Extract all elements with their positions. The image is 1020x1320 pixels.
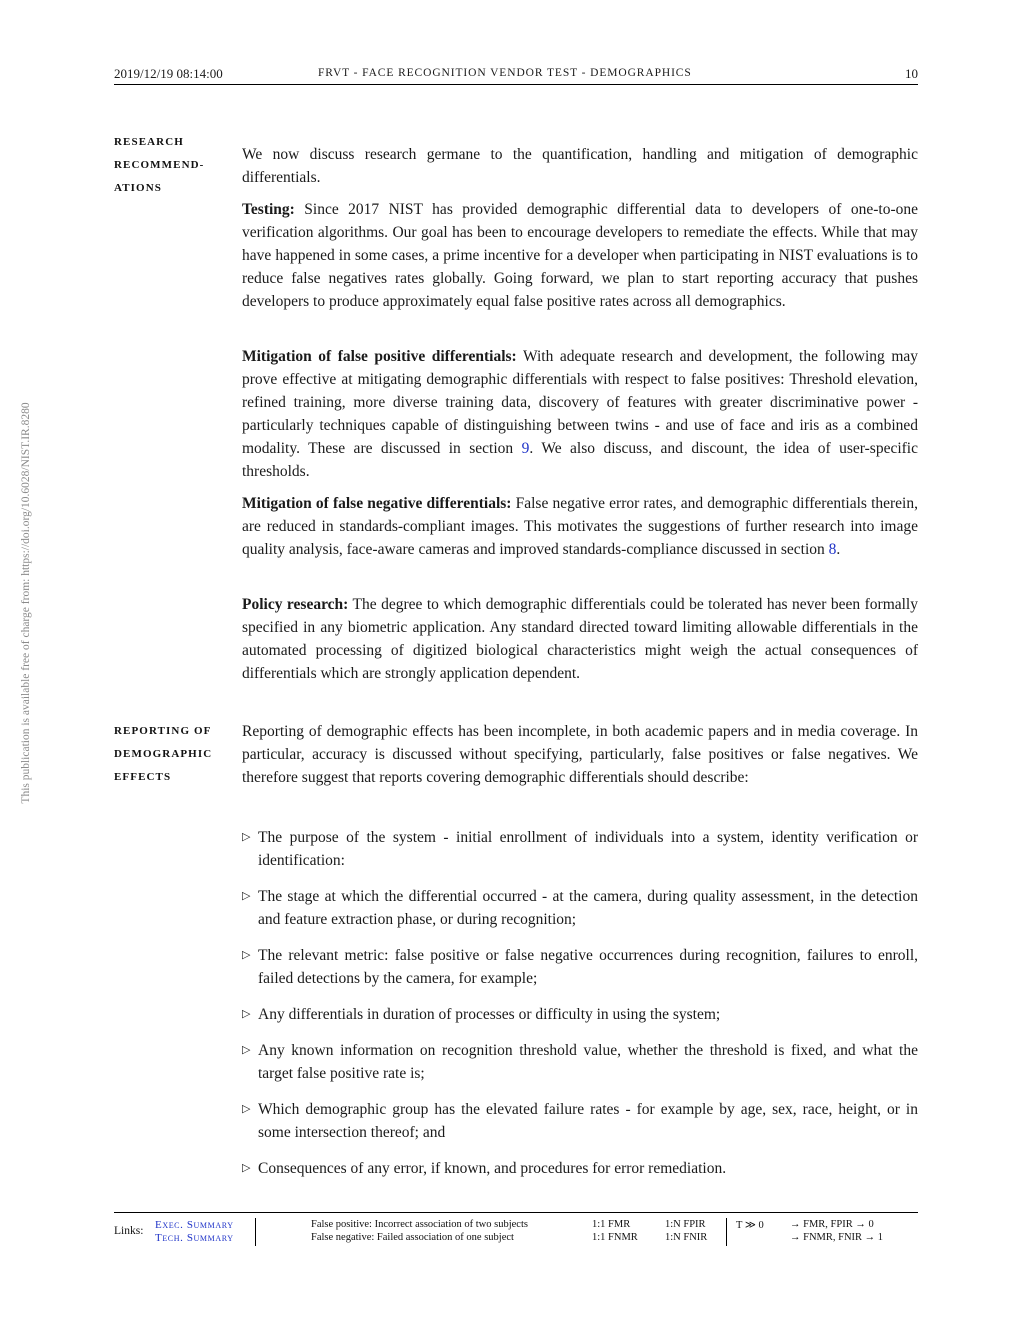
triangle-bullet-icon: ▷ [242, 831, 251, 843]
section-8-link[interactable]: 8 [828, 541, 837, 558]
tech-summary-link[interactable]: Tech. Summary [155, 1232, 234, 1244]
triangle-bullet-icon: ▷ [242, 949, 251, 961]
list-item [242, 1098, 918, 1144]
fpir-label: 1:N FPIR [665, 1219, 706, 1230]
list-item-text: The stage at which the differential occurred - at the camera, during quality assessment, in the detection and feature extraction phase, or during recognition; [258, 888, 918, 928]
testing-heading: Testing: [242, 201, 295, 218]
false-positive-mitigation-paragraph [242, 345, 918, 483]
section-9-link[interactable]: 9 [521, 440, 530, 457]
doi-sidebar-text[interactable]: This publication is available free of charge from: https://doi.org/10.6028/NIST.IR.8280 [20, 402, 32, 804]
section-label-line: DEMOGRAPHIC [114, 748, 213, 760]
false-negative-definition: False negative: Failed association of one subject [311, 1232, 514, 1243]
fn-mitigation-heading: Mitigation of false negative differentials: [242, 495, 512, 512]
fp-mitigation-body: With adequate research and development, the following may prove effective at mitigating demographic differentials with respect to false positives: Threshold elevation, refined training, more diverse training data, discovery of features with greater discriminative power - particularly techniques capable of distinguishing between twins - and use of face and iris as a combined modality. These are discussed in section [242, 348, 919, 457]
list-item [242, 1039, 918, 1085]
triangle-bullet-icon: ▷ [242, 1162, 251, 1174]
footer-divider [255, 1218, 256, 1246]
list-item-text: The purpose of the system - initial enrollment of individuals into a system, identity verification or identification: [258, 829, 918, 869]
policy-research-paragraph [242, 593, 918, 685]
testing-body: Since 2017 NIST has provided demographic differential data to developers of one-to-one verification algorithms. Our goal has been to encourage developers to remediate the effects. While that may have happened in some cases, a prime incentive for a developer when participating in NIST evaluations is to reduce false negatives rates globally. Going forward, we plan to start reporting accuracy that pushes developers to produce approximately equal false positive rates across all demographics. [242, 201, 918, 310]
fnir-label: 1:N FNIR [665, 1232, 708, 1243]
threshold-label: T ≫ 0 [736, 1220, 764, 1231]
doi-sidebar [20, 360, 40, 846]
list-item-text: Any differentials in duration of processes or difficulty in using the system; [258, 1006, 721, 1023]
header-date: 2019/12/19 08:14:00 [114, 66, 223, 81]
fn-mitigation-tail: . [836, 541, 841, 558]
reporting-bullet-list [242, 826, 918, 1193]
list-item-text: Any known information on recognition threshold value, whether the threshold is fixed, and what the target false positive rate is; [258, 1042, 918, 1082]
list-item [242, 944, 918, 990]
section-label-line: RECOMMEND- [114, 159, 205, 171]
exec-summary-link[interactable]: Exec. Summary [155, 1219, 234, 1231]
triangle-bullet-icon: ▷ [242, 1044, 251, 1056]
triangle-bullet-icon: ▷ [242, 890, 251, 902]
fp-limit-label: → FMR, FPIR → 0 [790, 1219, 874, 1230]
section-label-research [114, 131, 238, 200]
list-item [242, 885, 918, 931]
fnmr-label: 1:1 FNMR [592, 1232, 638, 1243]
section-label-line: ATIONS [114, 182, 162, 194]
fmr-label: 1:1 FMR [592, 1219, 631, 1230]
list-item-text: Consequences of any error, if known, and procedures for error remediation. [258, 1160, 727, 1177]
triangle-bullet-icon: ▷ [242, 1103, 251, 1115]
false-positive-definition: False positive: Incorrect association of two subjects [311, 1219, 528, 1230]
false-negative-mitigation-paragraph [242, 492, 918, 561]
footer-divider [726, 1218, 727, 1246]
list-item [242, 1003, 918, 1026]
page-header [114, 64, 918, 85]
fn-mitigation-body: False negative error rates, and demographic differentials therein, are reduced in standards-compliant images. This motivates the suggestions of further research into image quality analysis, face-aware cameras and improved standards-compliance discussed in section [242, 495, 918, 558]
header-title: FRVT - FACE RECOGNITION VENDOR TEST - DEMOGRAPHICS [318, 67, 692, 79]
research-intro-paragraph: We now discuss research germane to the quantification, handling and mitigation of demographic differentials. [242, 146, 918, 186]
fp-mitigation-heading: Mitigation of false positive differentials: [242, 348, 517, 365]
policy-body: The degree to which demographic differentials could be tolerated has never been formally specified in any biometric application. Any standard directed toward limiting allowable differentials in the automated processing of digitized biological characteristics might weigh the actual consequences of differentials which are strongly application dependent. [242, 596, 918, 682]
fp-mitigation-tail: . We also discuss, and discount, the idea of user-specific thresholds. [242, 440, 918, 480]
footer-links-label: Links: [114, 1225, 144, 1237]
page-footer [114, 1212, 918, 1253]
section-label-line: REPORTING OF [114, 725, 212, 737]
policy-heading: Policy research: [242, 596, 349, 613]
reporting-intro-paragraph: Reporting of demographic effects has been incomplete, in both academic papers and in media coverage. In particular, accuracy is discussed without specifying, particularly, false positives or false negatives. We therefore suggest that reports covering demographic differentials should describe: [242, 723, 918, 786]
list-item [242, 1157, 918, 1180]
list-item-text: Which demographic group has the elevated failure rates - for example by age, sex, race, height, or in some intersection thereof; and [258, 1101, 918, 1141]
section-label-reporting [114, 720, 238, 789]
section-label-line: RESEARCH [114, 136, 184, 148]
page-number: 10 [905, 66, 918, 81]
section-label-line: EFFECTS [114, 771, 172, 783]
list-item [242, 826, 918, 872]
testing-paragraph [242, 198, 918, 313]
list-item-text: The relevant metric: false positive or false negative occurrences during recognition, failures to enroll, failed detections by the camera, for example; [258, 947, 918, 987]
fn-limit-label: → FNMR, FNIR → 1 [790, 1232, 884, 1243]
triangle-bullet-icon: ▷ [242, 1008, 251, 1020]
